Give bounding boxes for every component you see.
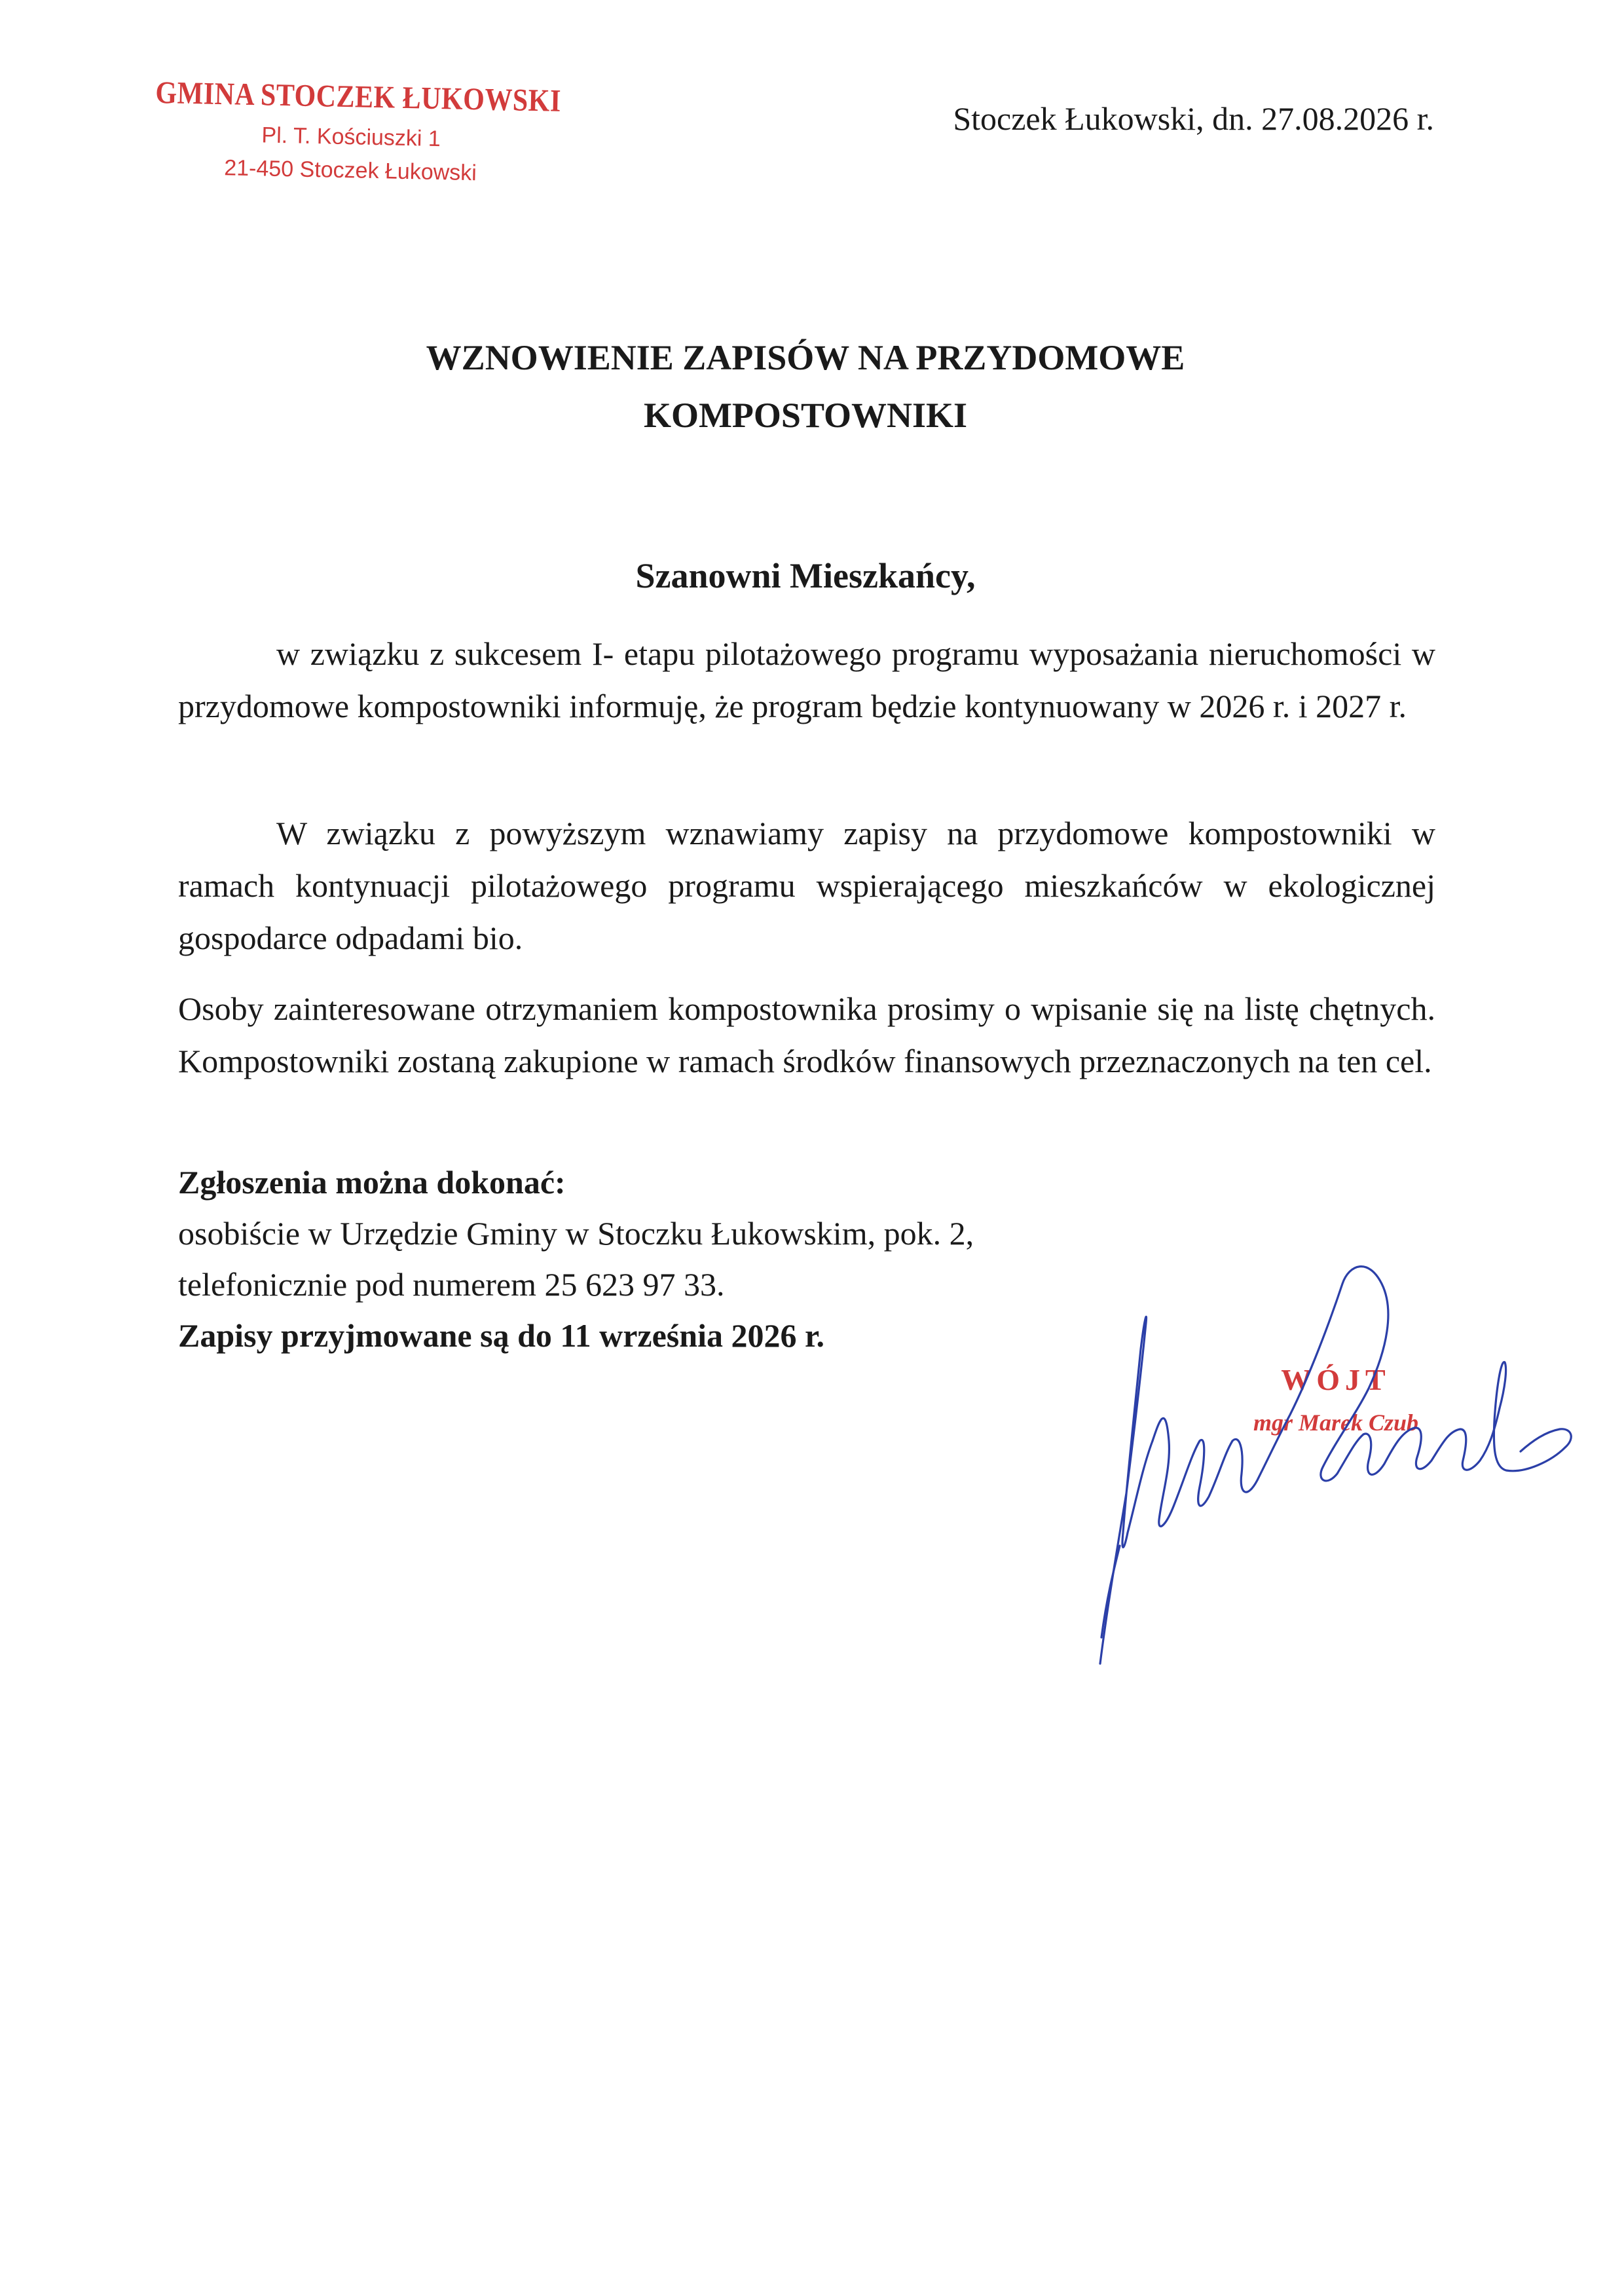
handwritten-signature bbox=[1028, 1244, 1591, 1677]
stamp-street: Pl. T. Kościuszki 1 bbox=[261, 122, 441, 152]
document-title bbox=[177, 329, 1434, 444]
contact-deadline: Zapisy przyjmowane są do 11 września 2026 r. bbox=[178, 1317, 825, 1354]
date-line: Stoczek Łukowski, dn. 27.08.2026 r. bbox=[953, 100, 1434, 137]
paragraph-2: W związku z powyższym wznawiamy zapisy na przydomowe kompostowniki w ramach kontynuacji pilotażowego programu wspierającego mieszkańców w ekologicznej gospodarce odpadami bio. bbox=[178, 815, 1435, 956]
paragraph-1: w związku z sukcesem I- etapu pilotażowego programu wyposażania nieruchomości w przydomowe kompostowniki informuję, że program będzie kontynuowany w 2026 r. i 2027 r. bbox=[178, 635, 1435, 724]
contact-phone: telefonicznie pod numerem 25 623 97 33. bbox=[178, 1266, 725, 1303]
stamp-city: 21-450 Stoczek Łukowski bbox=[223, 155, 477, 186]
salutation: Szanowni Mieszkańcy, bbox=[635, 556, 976, 595]
municipality-stamp bbox=[154, 75, 562, 188]
official-stamp-name: mgr Marek Czub bbox=[1253, 1409, 1419, 1436]
title-line-2: KOMPOSTOWNIKI bbox=[643, 396, 968, 435]
contact-heading: Zgłoszenia można dokonać: bbox=[178, 1164, 566, 1201]
paragraph-3: Osoby zainteresowane otrzymaniem kompostownika prosimy o wpisanie się na listę chętnych. Kompostowniki zostaną zakupione w ramach środków finansowych przeznaczonych na ten cel. bbox=[178, 990, 1435, 1079]
stamp-municipality-name: GMINA STOCZEK ŁUKOWSKI bbox=[155, 75, 562, 119]
title-line-1: WZNOWIENIE ZAPISÓW NA PRZYDOMOWE bbox=[426, 338, 1185, 377]
contact-in-person: osobiście w Urzędzie Gminy w Stoczku Łukowskim, pok. 2, bbox=[178, 1215, 974, 1252]
official-stamp-title: WÓJT bbox=[1281, 1363, 1391, 1396]
